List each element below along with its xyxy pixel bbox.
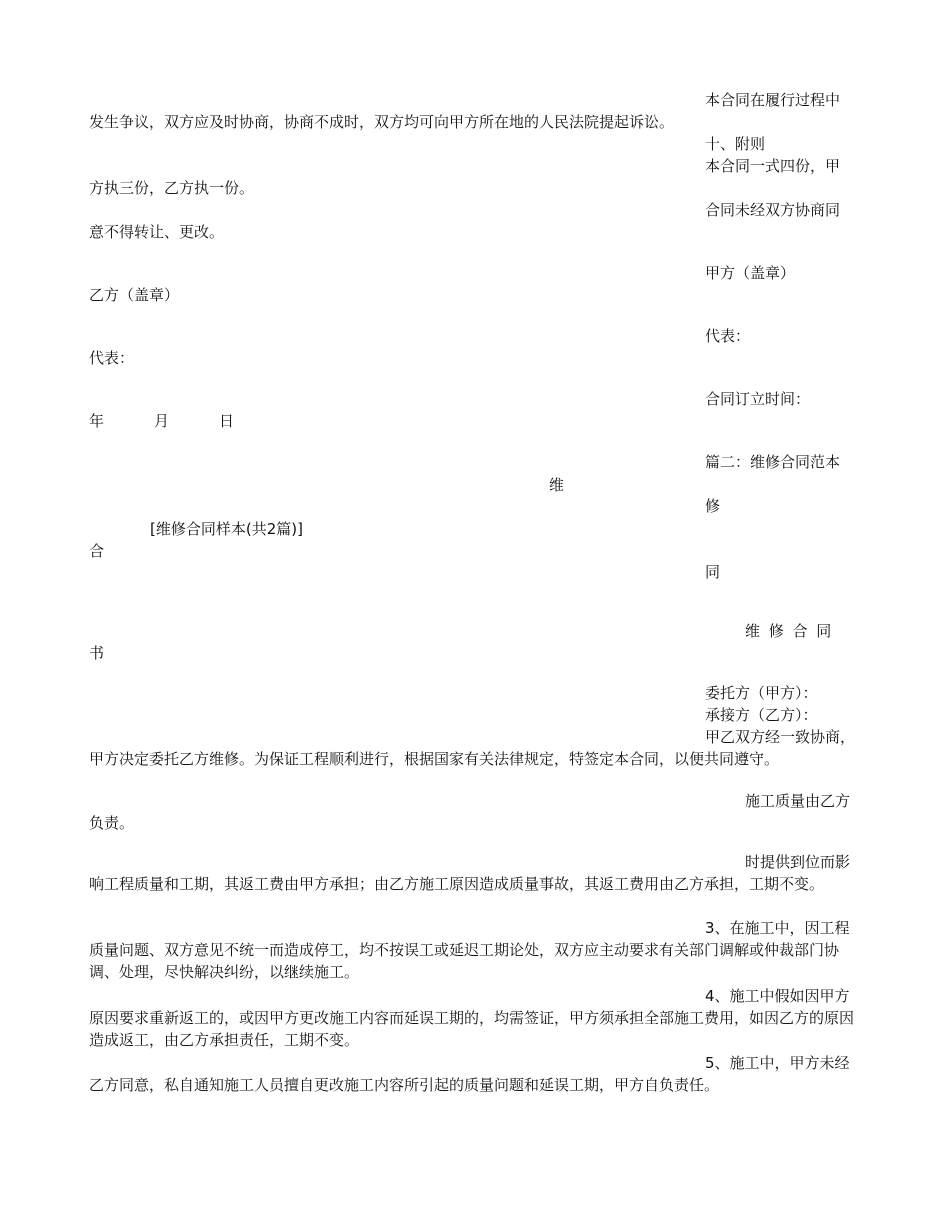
date-month-label: 月 (154, 412, 170, 430)
vertical-title-char-xiu: 修 (705, 497, 721, 515)
signing-time-label: 合同订立时间： (705, 390, 811, 408)
contract-book-title: 维 修 合 同 (745, 622, 832, 640)
part-two-title: 篇二：维修合同范本 (705, 453, 841, 471)
section-appendix-heading: 十、附则 (705, 135, 766, 153)
copies-line2: 方执三份，乙方执一份。 (89, 179, 255, 197)
copies-line1: 本合同一式四份，甲 (705, 157, 841, 175)
date-day-label: 日 (219, 412, 235, 430)
transfer-line1: 合同未经双方协商同 (705, 201, 841, 219)
representative-a-label: 代表： (705, 327, 751, 345)
party-b-seal-label: 乙方（盖章） (89, 286, 180, 304)
clause-dispute-line2: 发生争议，双方应及时协商，协商不成时，双方均可向甲方所在地的人民法院提起诉讼。 (89, 113, 675, 131)
quality-clause-line2: 负责。 (89, 814, 135, 832)
item-3-line1: 3、在施工中，因工程 (705, 919, 850, 937)
item-4-body: 原因要求重新返工的，或因甲方更改施工内容而延误工期的，均需签证，甲方须承担全部施工费用，如因乙方的原因造成返工，由乙方承担责任，工期不变。 (89, 1009, 855, 1049)
item-5-line2: 乙方同意，私自通知施工人员擅自更改施工内容所引起的质量问题和延误工期，甲方自负责任。 (89, 1076, 720, 1094)
item-5-line1: 5、施工中，甲方未经 (705, 1054, 850, 1072)
party-a-seal-label: 甲方（盖章） (705, 264, 796, 282)
representative-b-label: 代表： (89, 349, 135, 367)
vertical-title-char-tong: 同 (705, 563, 721, 581)
transfer-line2: 意不得转让、更改。 (89, 223, 225, 241)
intro-line1: 甲乙双方经一致协商， (705, 728, 856, 746)
clause-dispute-line1: 本合同在履行过程中 (705, 91, 841, 109)
intro-line2: 甲方决定委托乙方维修。为保证工程顺利进行，根据国家有关法律规定，特签定本合同，以便共同遵守。 (89, 750, 780, 768)
vertical-title-char-wei: 维 (549, 476, 565, 494)
quality-clause-line1: 施工质量由乙方 (745, 792, 851, 810)
contract-book-title-char: 书 (89, 644, 105, 662)
sample-title: [维修合同样本(共2篇)] (150, 520, 303, 538)
materials-clause-line1: 时提供到位而影 (745, 853, 851, 871)
date-year-label: 年 (89, 412, 105, 430)
item-4-line1: 4、施工中假如因甲方 (705, 987, 850, 1005)
contractor-party-label: 承接方（乙方）： (705, 706, 818, 724)
materials-clause-body: 响工程质量和工期，其返工费由甲方承担；由乙方施工原因造成质量事故，其返工费用由乙方承担，工期不变。 (89, 875, 825, 893)
item-3-body: 质量问题、双方意见不统一而造成停工，均不按误工或延迟工期论处，双方应主动要求有关部门调解或仲裁部门协调、处理，尽快解决纠纷，以继续施工。 (89, 941, 840, 981)
client-party-label: 委托方（甲方）： (705, 684, 818, 702)
vertical-title-char-he: 合 (89, 542, 105, 560)
